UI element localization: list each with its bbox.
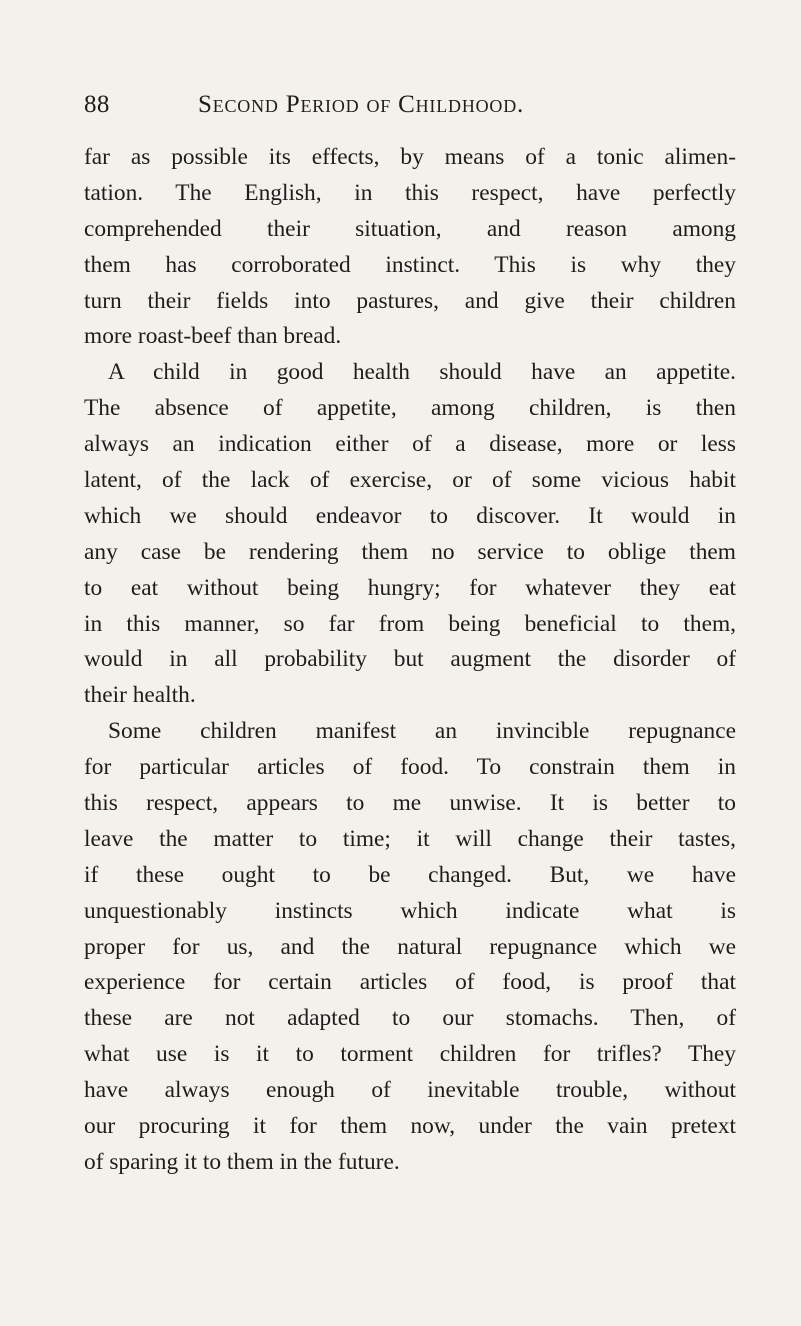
- text-line: would in all probability but augment the disorder of: [84, 646, 736, 673]
- text-line: have always enough of inevitable trouble, without: [84, 1077, 736, 1104]
- text-line: A child in good health should have an appetite.: [108, 359, 736, 386]
- text-line: if these ought to be changed. But, we have: [84, 861, 736, 888]
- text-line: of sparing it to them in the future.: [84, 1148, 400, 1175]
- text-line: The absence of appetite, among children, is then: [84, 395, 736, 422]
- text-line: more roast-beef than bread.: [84, 323, 342, 350]
- text-line: turn their fields into pastures, and give their children: [84, 287, 736, 314]
- text-line: to eat without being hungry; for whatever they eat: [84, 574, 736, 601]
- text-line: for particular articles of food. To constrain them in: [84, 754, 736, 781]
- text-line: their health.: [84, 682, 196, 709]
- text-line: which we should endeavor to discover. It would in: [84, 502, 736, 529]
- text-line: what use is it to torment children for trifles? They: [84, 1041, 736, 1068]
- text-line: experience for certain articles of food, is proof that: [84, 969, 736, 996]
- body-text: [84, 140, 736, 1181]
- text-line: latent, of the lack of exercise, or of some vicious habit: [84, 467, 736, 494]
- text-line: proper for us, and the natural repugnance which we: [84, 933, 736, 960]
- text-line: leave the matter to time; it will change their tastes,: [84, 825, 736, 852]
- text-line: Some children manifest an invincible repugnance: [108, 718, 736, 745]
- text-line: our procuring it for them now, under the vain pretext: [84, 1113, 736, 1140]
- text-line: in this manner, so far from being beneficial to them,: [84, 610, 736, 637]
- text-line: them has corroborated instinct. This is why they: [84, 251, 736, 278]
- text-line: this respect, appears to me unwise. It is better to: [84, 790, 736, 817]
- text-line: always an indication either of a disease, more or less: [84, 431, 736, 458]
- text-line: any case be rendering them no service to oblige them: [84, 538, 736, 565]
- text-line: tation. The English, in this respect, have perfectly: [84, 179, 736, 206]
- running-title: Second Period of Childhood.: [198, 91, 525, 118]
- text-line: comprehended their situation, and reason among: [84, 215, 736, 242]
- running-head: [84, 88, 744, 122]
- text-line: far as possible its effects, by means of a tonic alimen-: [84, 144, 736, 170]
- text-line: unquestionably instincts which indicate what is: [84, 897, 736, 924]
- page-number: 88: [84, 91, 110, 118]
- text-line: these are not adapted to our stomachs. Then, of: [84, 1005, 736, 1032]
